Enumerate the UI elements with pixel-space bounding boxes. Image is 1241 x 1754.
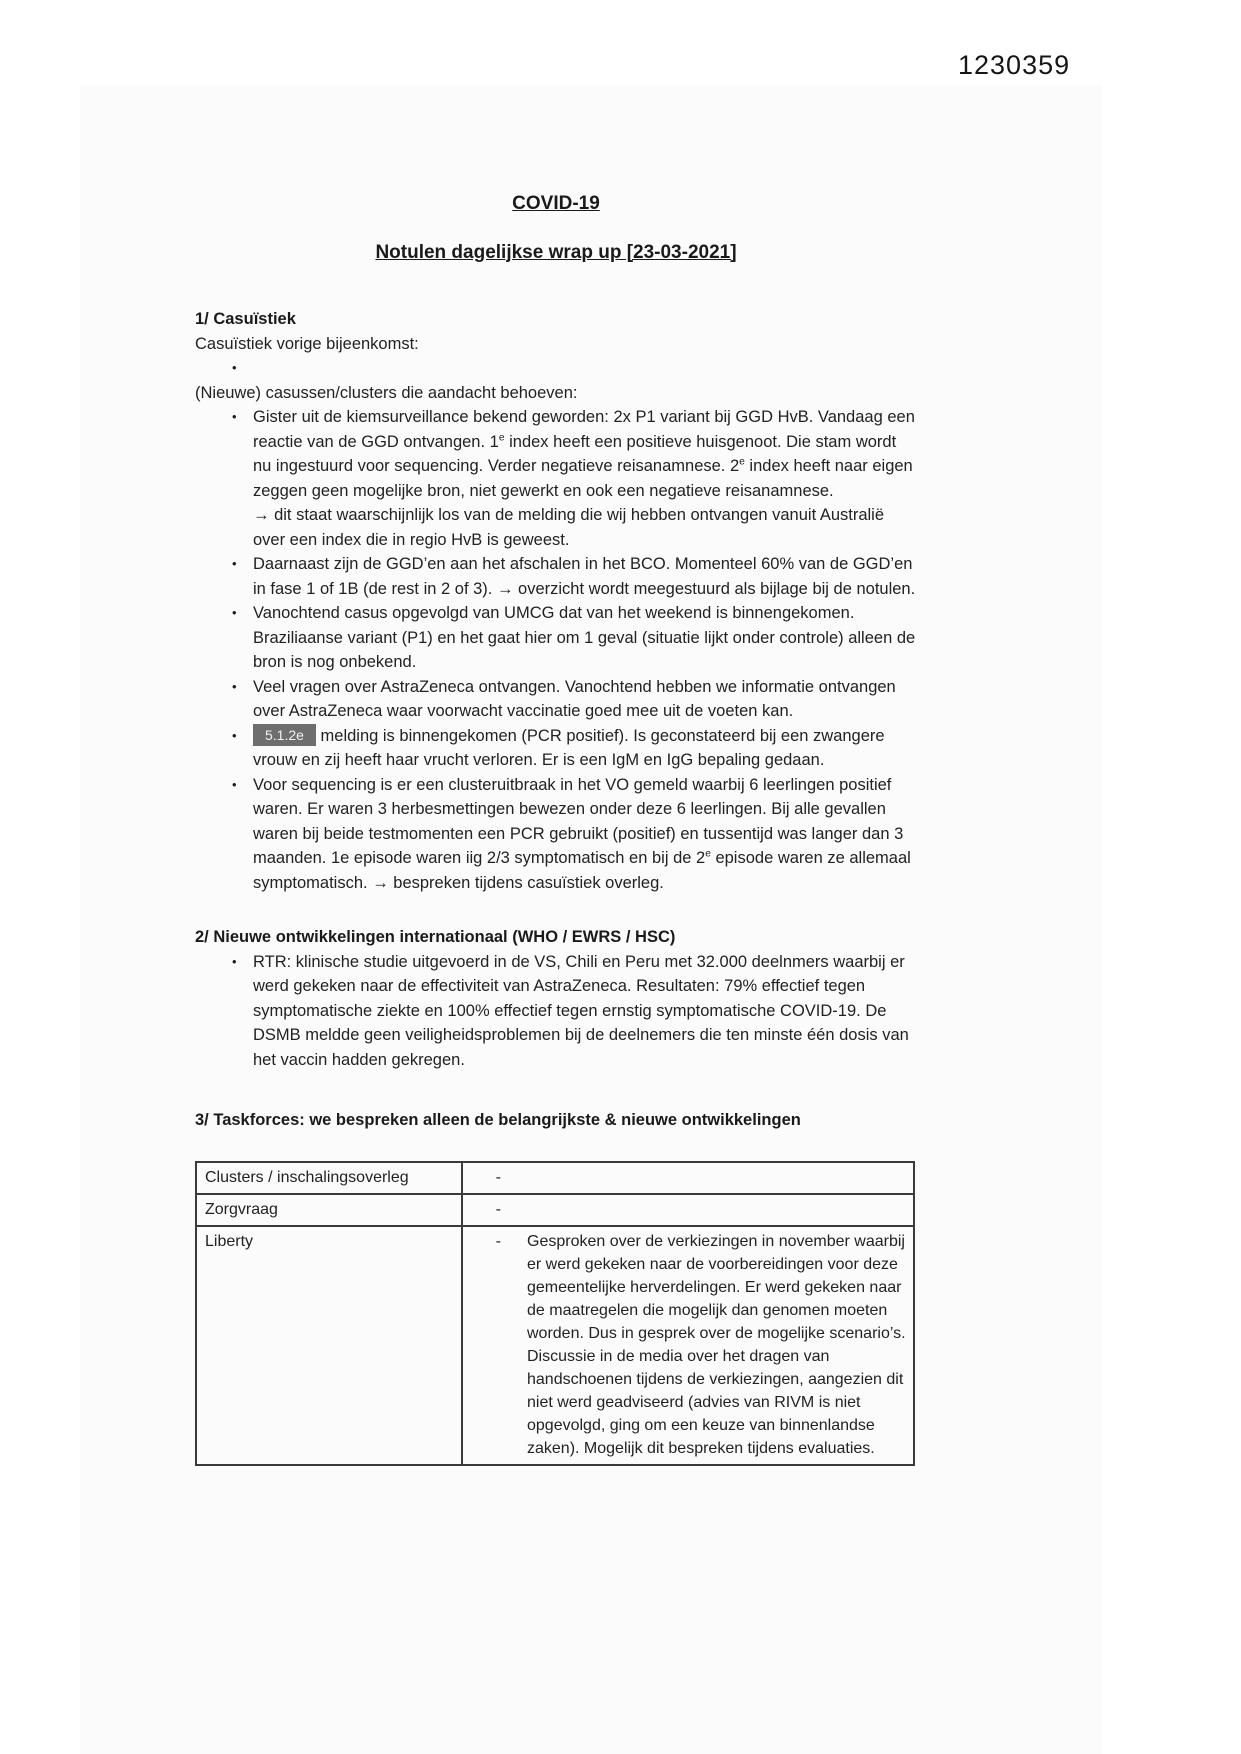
text-segment: Gister uit de kiemsurveillance bekend geworden: 2x P1 variant bij GGD HvB. Vandaag een reactie van de GGD ontvangen. 1	[253, 408, 915, 451]
doc-number: 1230359	[958, 50, 1071, 80]
text-segment: Veel vragen over AstraZeneca ontvangen. Vanochtend hebben we informatie ontvangen over AstraZeneca waar voorwacht vaccinatie goed mee uit de voeten kan.	[253, 677, 896, 720]
superscript: e	[705, 848, 711, 860]
text-segment: episode waren ze allemaal symptomatisch. → bespreken tijdens casuïstiek overleg.	[253, 849, 911, 892]
bullet-text	[253, 675, 917, 724]
bullet-icon: •	[232, 556, 237, 571]
bullet-text	[253, 724, 917, 773]
table-cell-content	[462, 1162, 914, 1194]
document-page	[195, 192, 917, 1466]
cell-text: Gesproken over de verkiezingen in november waarbij er werd gekeken naar de voorbereidingen voor deze gemeentelijke herverdelingen. Er werd gekeken naar de maatregelen die mogelijk dan genomen moeten worden. Dus in gesprek over de mogelijke scenario’s. Discussie in de media over het dragen van handschoenen tijdens de verkiezingen, aangezien dit niet werd geadviseerd (advies van RIVM is niet opgevolgd, ging om een keuze van binnenlandse zaken). Mogelijk dit bespreken tijdens evaluaties.	[527, 1232, 906, 1457]
bullet-item	[195, 675, 917, 724]
dash-icon: -	[495, 1200, 501, 1218]
redaction-box: 5.1.2e	[253, 724, 316, 746]
text-segment: Vanochtend casus opgevolgd van UMCG dat van het weekend is binnengekomen. Braziliaanse variant (P1) en het gaat hier om 1 geval (situatie lijkt onder controle) alleen de bron is nog onbekend.	[253, 604, 916, 671]
bullet-item	[195, 601, 917, 675]
bullet-icon: •	[232, 409, 237, 424]
superscript: e	[498, 432, 505, 443]
section-3-heading: 3/ Taskforces: we bespreken alleen de belangrijkste & nieuwe ontwikkelingen	[195, 1111, 801, 1129]
table-row	[196, 1226, 914, 1465]
bullet-icon: •	[232, 953, 237, 969]
page-subtitle: Notulen dagelijkse wrap up [23-03-2021]	[375, 241, 737, 263]
casuistiek-intro: Casuïstiek vorige bijeenkomst:	[195, 334, 419, 353]
bullet-icon: •	[232, 605, 237, 620]
text-segment: index heeft een positieve huisgenoot. Die stam wordt nu ingestuurd voor sequencing. Verder negatieve reisanamnese. 2	[253, 432, 897, 475]
section-2-heading: 2/ Nieuwe ontwikkelingen internationaal (WHO / EWRS / HSC)	[195, 928, 676, 946]
table-row	[196, 1162, 914, 1194]
text-segment: Voor sequencing is er een clusteruitbraak in het VO gemeld waarbij 6 leerlingen positief waren. Er waren 3 herbesmettingen bewezen onder deze 6 leerlingen. Bij alle gevallen waren bij beide testmomenten een PCR gebruikt (positief) en tussentijd was langer dan 3 maanden. 1e episode waren iig 2/3 symptomatisch en bij de 2	[253, 775, 904, 867]
section-3	[195, 1108, 917, 1466]
section-1-heading: 1/ Casuïstiek	[195, 310, 296, 328]
table-row-label: Clusters / inschalingsoverleg	[196, 1162, 462, 1194]
text-segment: index heeft naar eigen zeggen geen mogelijke bron, niet gewerkt en ook een negatieve reisanamnese.	[253, 457, 913, 500]
bullet-item	[195, 552, 917, 601]
table-cell-content	[462, 1226, 914, 1465]
bullet-text	[253, 773, 917, 896]
table-row-label: Liberty	[196, 1226, 462, 1465]
page-title: COVID-19	[512, 193, 600, 214]
bullet-item	[195, 724, 917, 773]
bullet-item	[195, 950, 917, 1073]
taskforce-table	[195, 1161, 915, 1466]
text-segment: Daarnaast zijn de GGD’en aan het afschalen in het BCO. Momenteel 60% van de GGD’en in fase 1 of 1B (de rest in 2 of 3). → overzicht wordt meegestuurd als bijlage bij de notulen.	[253, 555, 916, 598]
dash-icon: -	[495, 1168, 501, 1186]
taskforce-table-body	[196, 1162, 914, 1465]
bullet-text	[253, 601, 917, 675]
bullet-text	[253, 950, 917, 1073]
section1-bullets	[195, 405, 917, 895]
superscript: e	[739, 456, 745, 468]
dash-icon: -	[495, 1232, 501, 1250]
text-segment: → dit staat waarschijnlijk los van de melding die wij hebben ontvangen vanuit Australië over een index die in regio HvB is geweest.	[253, 506, 885, 549]
bullet-text	[253, 552, 917, 601]
table-row	[196, 1194, 914, 1226]
bullet-text	[253, 405, 917, 552]
bullet-item	[195, 773, 917, 896]
bullet-icon: •	[232, 360, 237, 375]
bullet-icon: •	[232, 776, 237, 792]
table-cell-content	[462, 1194, 914, 1226]
bullet-icon: •	[232, 678, 237, 694]
table-row-label: Zorgvraag	[196, 1194, 462, 1226]
text-segment: RTR: klinische studie uitgevoerd in de VS, Chili en Peru met 32.000 deelnmers waarbij er werd gekeken naar de effectiviteit van AstraZeneca. Resultaten: 79% effectief tegen symptomatische ziekte en 100% effectief tegen ernstig symptomatische COVID-19. De DSMB meldde geen veiligheidsproblemen bij de deelnemers die ten minste één dosis van het vaccin hadden gekregen.	[253, 952, 909, 1069]
section-2	[195, 925, 917, 1072]
section-1	[195, 307, 917, 895]
empty-bullet-item	[195, 356, 917, 381]
bullet-item	[195, 405, 917, 552]
text-segment: melding is binnengekomen (PCR positief). Is geconstateerd bij een zwangere vrouw en zij heeft haar vrucht verloren. Er is een IgM en IgG bepaling gedaan.	[253, 726, 885, 769]
empty-bullet-list	[195, 356, 917, 381]
nieuwe-casussen-intro: (Nieuwe) casussen/clusters die aandacht behoeven:	[195, 383, 578, 402]
bullet-icon: •	[232, 727, 237, 743]
section2-bullets	[195, 950, 917, 1073]
